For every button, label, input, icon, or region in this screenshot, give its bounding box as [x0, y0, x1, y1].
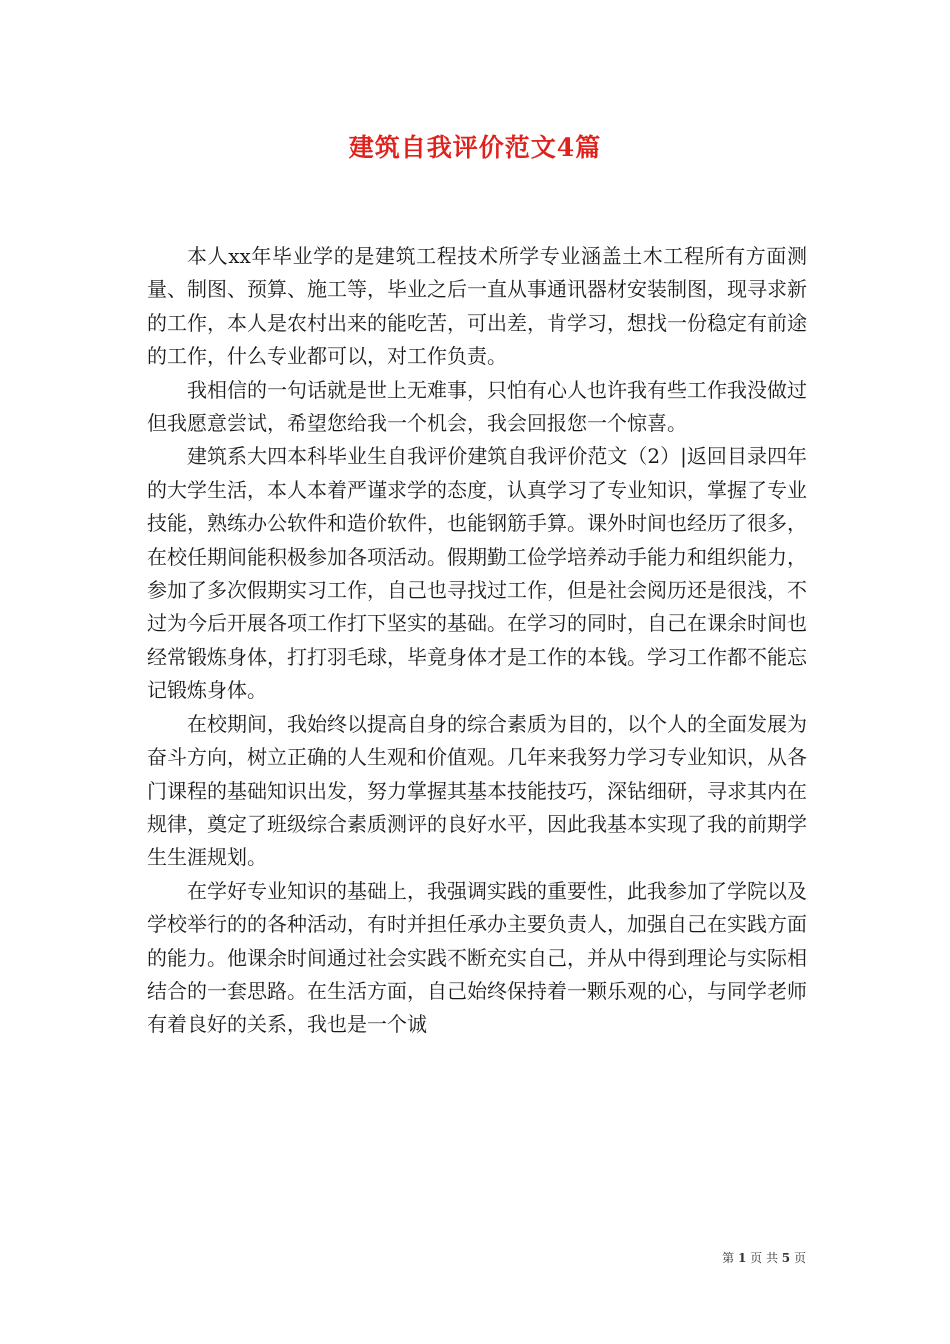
document-title: 建筑自我评价范文4篇: [348, 133, 602, 162]
footer-current-page: 1: [737, 1251, 747, 1265]
document-body: [147, 240, 807, 1042]
paragraph-3: 建筑系大四本科毕业生自我评价建筑自我评价范文（2）|返回目录四年的大学生活，本人本着严谨求学的态度，认真学习了专业知识，掌握了专业技能，熟练办公软件和造价软件，也能钢筋手算。课外时间也经历了很多，在校任期间能积极参加各项活动。假期勤工俭学培养动手能力和组织能力，参加了多次假期实习工作，自己也寻找过工作，但是社会阅历还是很浅，不过为今后开展各项工作打下坚实的基础。在学习的同时，自己在课余时间也经常锻炼身体，打打羽毛球，毕竟身体才是工作的本钱。学习工作都不能忘记锻炼身体。: [147, 444, 807, 703]
footer-total-pages: 5: [781, 1251, 791, 1265]
page-number-footer: [700, 1249, 806, 1266]
paragraph-1: 本人xx年毕业学的是建筑工程技术所学专业涵盖土木工程所有方面测量、制图、预算、施工等，毕业之后一直从事通讯器材安装制图，现寻求新的工作，本人是农村出来的能吃苦，可出差，肯学习，想找一份稳定有前途的工作，什么专业都可以，对工作负责。: [147, 244, 807, 369]
footer-middle: 页 共: [750, 1251, 778, 1265]
footer-prefix: 第: [722, 1251, 735, 1265]
paragraph-5: 在学好专业知识的基础上，我强调实践的重要性，此我参加了学院以及学校举行的的各种活动，有时并担任承办主要负责人，加强自己在实践方面的能力。他课余时间通过社会实践不断充实自己，并从中得到理论与实际相结合的一套思路。在生活方面，自己始终保持着一颗乐观的心，与同学老师有着良好的关系，我也是一个诚: [147, 878, 807, 1037]
paragraph-2: 我相信的一句话就是世上无难事，只怕有心人也许我有些工作我没做过但我愿意尝试，希望您给我一个机会，我会回报您一个惊喜。: [147, 377, 807, 436]
paragraph-4: 在校期间，我始终以提高自身的综合素质为目的，以个人的全面发展为奋斗方向，树立正确的人生观和价值观。几年来我努力学习专业知识，从各门课程的基础知识出发，努力掌握其基本技能技巧，深钻细研，寻求其内在规律，奠定了班级综合素质测评的良好水平，因此我基本实现了我的前期学生生涯规划。: [147, 711, 807, 870]
footer-suffix: 页: [793, 1251, 806, 1265]
